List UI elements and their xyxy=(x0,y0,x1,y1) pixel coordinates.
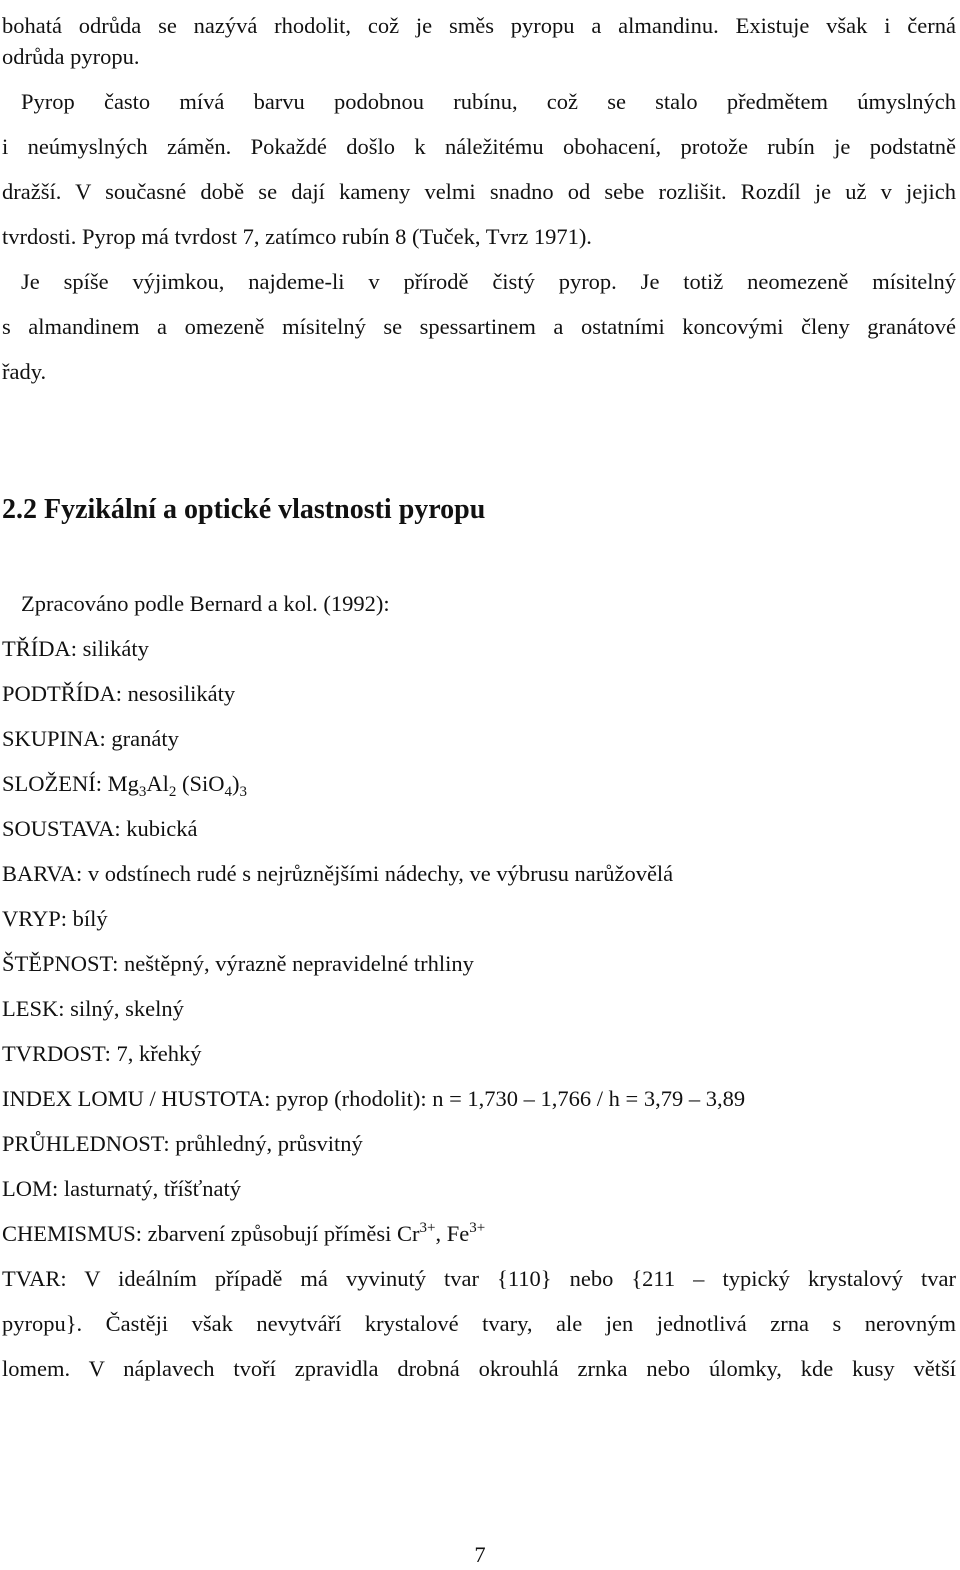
formula-subscript: 3 xyxy=(138,784,147,800)
paragraph-line: Pyrop často mívá barvu podobnou rubínu, což se stalo předmětem úmyslných xyxy=(21,89,956,114)
property-stepnost: ŠTĚPNOST: neštěpný, výrazně nepravidelné trhliny xyxy=(2,951,474,976)
chemismus-text: , Fe xyxy=(435,1221,470,1246)
paragraph-line: s almandinem a omezeně mísitelný se spessartinem a ostatními koncovými členy granátové xyxy=(2,314,956,339)
paragraph-line: řady. xyxy=(2,359,47,384)
property-tvar-line: TVAR: V ideálním případě má vyvinutý tvar {110} nebo {211 – typický krystalový tvar xyxy=(2,1266,956,1291)
property-podtrida: PODTŘÍDA: nesosilikáty xyxy=(2,681,236,706)
chemismus-text: CHEMISMUS: zbarvení způsobují příměsi Cr xyxy=(2,1221,420,1246)
paragraph-line: odrůda pyropu. xyxy=(2,44,140,69)
property-lom: LOM: lasturnatý, tříšťnatý xyxy=(2,1176,241,1201)
formula-text: SLOŽENÍ: Mg xyxy=(2,771,139,796)
property-chemismus xyxy=(2,1219,956,1249)
formula-subscript: 2 xyxy=(168,784,177,800)
property-trida: TŘÍDA: silikáty xyxy=(2,636,149,661)
formula-text: Al xyxy=(146,771,169,796)
property-pruhlednost: PRŮHLEDNOST: průhledný, průsvitný xyxy=(2,1131,363,1156)
paragraph-line: Je spíše výjimkou, najdeme-li v přírodě čistý pyrop. Je totiž neomezeně mísitelný xyxy=(21,269,956,294)
formula-text: (SiO xyxy=(176,771,225,796)
property-tvrdost: TVRDOST: 7, křehký xyxy=(2,1041,202,1066)
paragraph-line: i neúmyslných záměn. Pokaždé došlo k náležitému obohacení, protože rubín je podstatně xyxy=(2,134,956,159)
property-tvar-line: pyropu}. Častěji však nevytváří krystalové tvary, ale jen jednotlivá zrna s nerovným xyxy=(2,1311,956,1336)
charge-superscript: 3+ xyxy=(419,1220,436,1236)
property-tvar-line: lomem. V náplavech tvoří zpravidla drobná okrouhlá zrnka nebo úlomky, kde kusy větší xyxy=(2,1356,956,1381)
property-vryp: VRYP: bílý xyxy=(2,906,108,931)
charge-superscript: 3+ xyxy=(469,1220,486,1236)
source-note: Zpracováno podle Bernard a kol. (1992): xyxy=(21,591,390,616)
property-skupina: SKUPINA: granáty xyxy=(2,726,179,751)
property-barva: BARVA: v odstínech rudé s nejrůznějšími nádechy, ve výbrusu narůžovělá xyxy=(2,861,674,886)
paragraph-line: tvrdosti. Pyrop má tvrdost 7, zatímco rubín 8 (Tuček, Tvrz 1971). xyxy=(2,224,592,249)
paragraph-line: bohatá odrůda se nazývá rhodolit, což je směs pyropu a almandinu. Existuje však i černá xyxy=(2,13,956,38)
formula-text: ) xyxy=(232,771,240,796)
property-slozeni xyxy=(2,769,956,799)
page-number: 7 xyxy=(474,1542,486,1567)
property-soustava: SOUSTAVA: kubická xyxy=(2,816,198,841)
formula-subscript: 3 xyxy=(239,784,248,800)
section-heading: 2.2 Fyzikální a optické vlastnosti pyropu xyxy=(2,494,486,525)
paragraph-line: dražší. V současné době se dají kameny velmi snadno od sebe rozlišit. Rozdíl je už v jejich xyxy=(2,179,956,204)
formula-subscript: 4 xyxy=(224,784,233,800)
property-index: INDEX LOMU / HUSTOTA: pyrop (rhodolit): n = 1,730 – 1,766 / h = 3,79 – 3,89 xyxy=(2,1086,746,1111)
property-lesk: LESK: silný, skelný xyxy=(2,996,184,1021)
